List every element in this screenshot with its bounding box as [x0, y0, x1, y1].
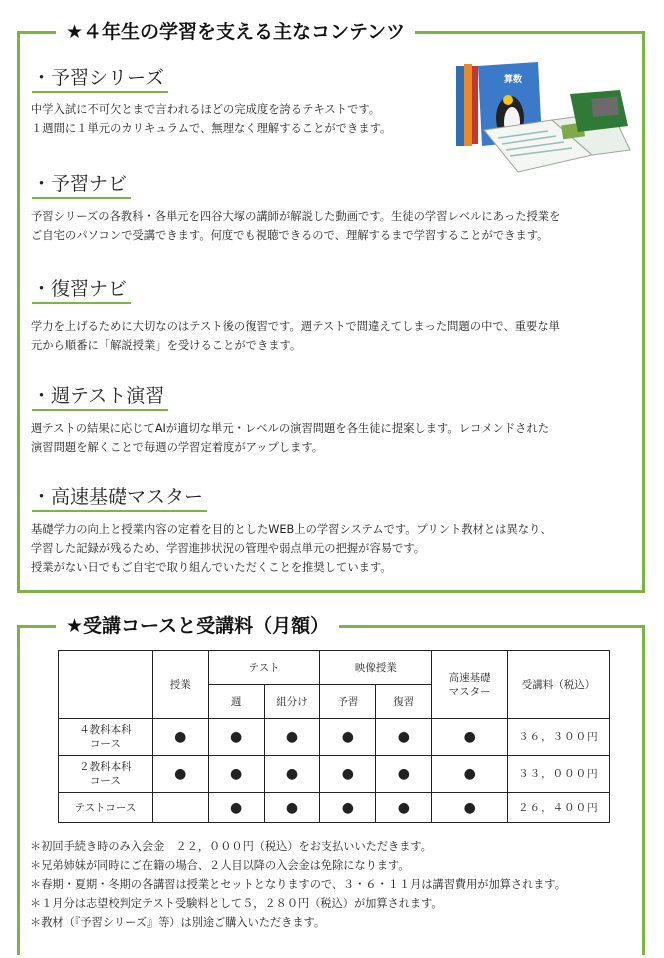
header-eizo: 映像授業: [320, 651, 432, 685]
note-item: ＊１月分は志望校判定テスト受験料として５，２８０円（税込）が加算されます。: [30, 897, 443, 910]
section-heading-text: ・予習シリーズ: [32, 67, 165, 89]
mark-cell: ●: [264, 756, 320, 793]
mark-cell: [152, 793, 208, 823]
section-text-yoshu-navi: 予習シリーズの各教科・各単元を四谷大塚の講師が解説した動画です。生徒の学習レベルにあった授業を ご自宅のパソコンで受講できます。何度でも視聴できるので、理解するまで学習することができます。: [31, 210, 561, 242]
mark-cell: ●: [320, 756, 376, 793]
notes-list: [30, 837, 645, 932]
mark-cell: ●: [376, 719, 432, 756]
course-fee: ２６，４００円: [508, 793, 610, 823]
header-jugyo: 授業: [152, 651, 208, 719]
mark-cell: ●: [264, 793, 320, 823]
contents-box-title: ★４年生の学習を支える主なコンテンツ: [56, 19, 415, 45]
heading-underline: [32, 197, 131, 199]
section-heading-yoshu-series: [32, 66, 164, 90]
header-test-kumiwake: 組分け: [264, 685, 320, 719]
mark-cell: ●: [208, 719, 264, 756]
mark-cell: ●: [152, 756, 208, 793]
section-heading-text: ・予習ナビ: [32, 173, 128, 195]
table-header-empty: [59, 651, 153, 719]
course-fee-box: [17, 615, 645, 955]
mark-cell: ●: [376, 756, 432, 793]
mark-cell: ●: [152, 719, 208, 756]
course-name: テストコース: [59, 793, 153, 823]
mark-cell: ●: [264, 719, 320, 756]
header-eizo-fukushu: 復習: [376, 685, 432, 719]
header-kousoku: 高速基礎 マスター: [432, 651, 508, 719]
note-item: ＊兄弟姉妹が同時にご在籍の場合、２人目以降の入会金は免除になります。: [30, 859, 410, 872]
mark-cell: ●: [376, 793, 432, 823]
section-heading-shu-test-enshu: [32, 384, 164, 408]
section-heading-kousoku-kiso: [32, 485, 203, 509]
mark-cell: ●: [320, 793, 376, 823]
header-test-shu: 週: [208, 685, 264, 719]
mark-cell: ●: [320, 719, 376, 756]
heading-underline: [32, 91, 168, 93]
section-heading-text: ・週テスト演習: [32, 385, 165, 407]
mark-cell: ●: [208, 793, 264, 823]
course-fee: ３６，３００円: [508, 719, 610, 756]
section-text-shu-test-enshu: 週テストの結果に応じてAIが適切な単元・レベルの演習問題を各生徒に提案します。レコメンドされた 演習問題を解くことで毎週の学習定着度がアップします。: [31, 422, 550, 454]
textbooks-illustration: [452, 60, 632, 180]
header-fee: 受講料（税込）: [508, 651, 610, 719]
note-item: ＊春期・夏期・冬期の各講習は授業とセットとなりますので、３・６・１１月は講習費用が加算されます。: [30, 878, 566, 891]
mark-cell: ●: [432, 793, 508, 823]
section-heading-text: ・復習ナビ: [32, 278, 128, 300]
course-name: ４教科本科 コース: [59, 719, 153, 756]
course-name: ２教科本科 コース: [59, 756, 153, 793]
header-eizo-yoshu: 予習: [320, 685, 376, 719]
section-heading-fukushu-navi: [32, 277, 127, 301]
heading-underline: [32, 409, 168, 411]
section-heading-text: ・高速基礎マスター: [32, 486, 204, 508]
heading-underline: [32, 510, 207, 512]
section-text-kousoku-kiso: 基礎学力の向上と授業内容の定着を目的としたWEB上の学習システムです。プリント教材とは異なり、 学習した記録が残るため、学習進捗状況の管理や弱点単元の把握が容易です。 授業がない日でもご自宅で取り組んでいただくことを推奨しています。: [31, 523, 552, 574]
note-item: ＊教材（『予習シリーズ』等）は別途ご購入いただきます。: [30, 916, 326, 929]
header-test: テスト: [208, 651, 320, 685]
heading-underline: [32, 302, 131, 304]
mark-cell: ●: [432, 756, 508, 793]
table-row: [59, 793, 610, 823]
mark-cell: ●: [432, 719, 508, 756]
book-cover-label: 算数: [504, 75, 523, 85]
section-heading-yoshu-navi: [32, 172, 127, 196]
mark-cell: ●: [208, 756, 264, 793]
note-item: ＊初回手続き時のみ入会金 ２２，０００円（税込）をお支払いいただきます。: [30, 840, 432, 853]
table-row: [59, 756, 610, 793]
contents-box: [17, 21, 645, 593]
section-text-yoshu-series: 中学入試に不可欠とまで言われるほどの完成度を誇るテキストです。 １週間に１単元のカリキュラムで、無理なく理解することができます。: [31, 103, 392, 135]
course-fee-table: [58, 650, 610, 823]
course-fee: ３３，０００円: [508, 756, 610, 793]
course-fee-box-title: ★受講コースと受講料（月額）: [56, 613, 339, 639]
table-row: [59, 719, 610, 756]
section-text-fukushu-navi: 学力を上げるために大切なのはテスト後の復習です。週テストで間違えてしまった問題の中で、重要な単 元から順番に「解説授業」を受けることができます。: [31, 320, 560, 352]
